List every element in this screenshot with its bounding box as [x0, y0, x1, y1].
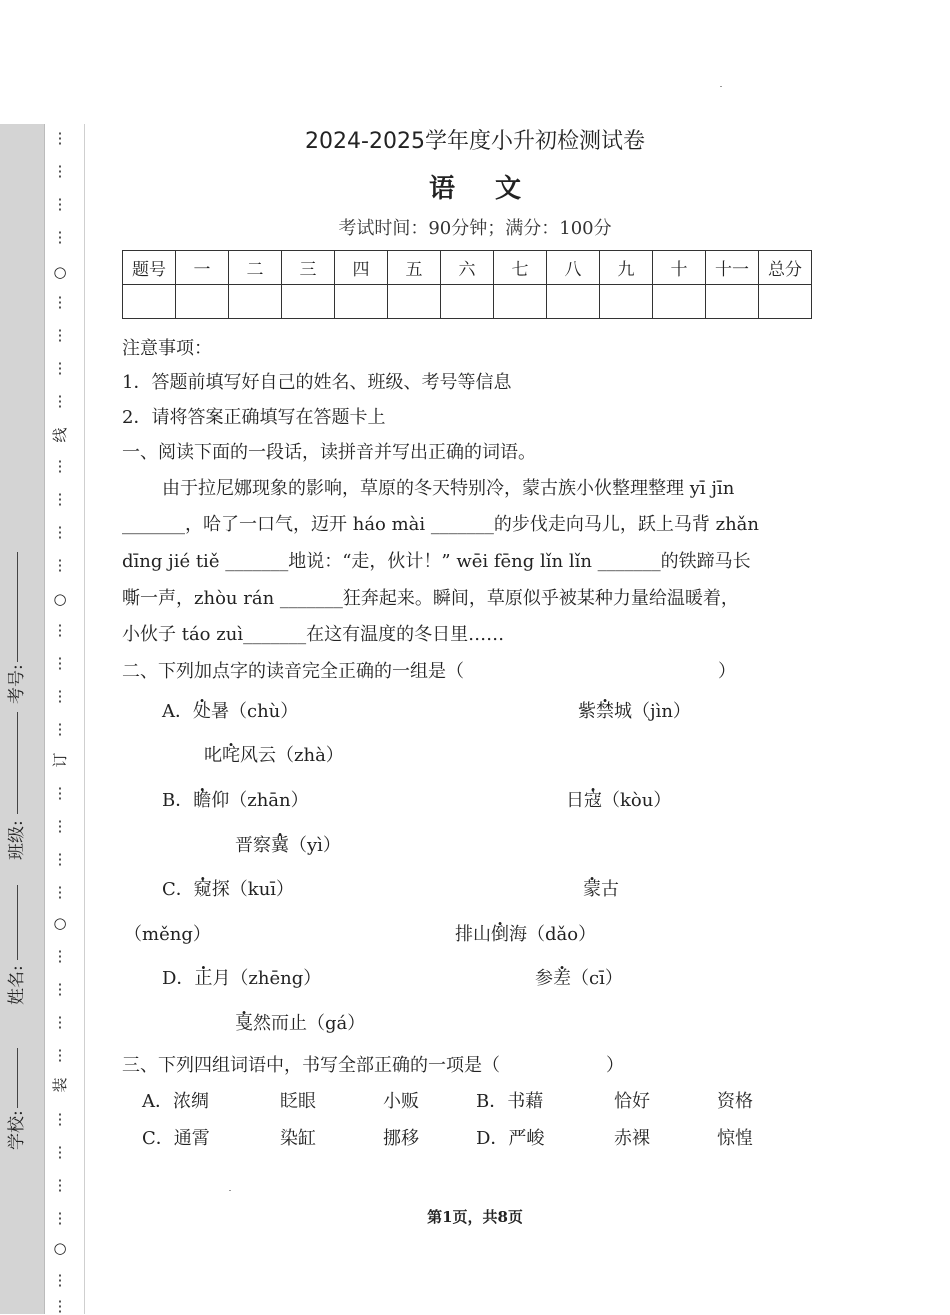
- score-table-blank-cell: [706, 285, 759, 319]
- side-school-blank: [17, 1048, 18, 1108]
- binding-dots-icon: ⋮: [52, 359, 68, 377]
- binding-dots-icon: ⋮: [52, 490, 68, 508]
- q2-option-a-3: 叱咤风云（zhà）: [204, 745, 344, 766]
- binding-dots-icon: ⋮: [52, 1046, 68, 1064]
- side-exam-no: 考号:: [7, 664, 27, 704]
- page-footer: 第1页，共8页: [427, 1208, 523, 1226]
- q3-option-a-word: 眨眼: [280, 1091, 316, 1112]
- binding-dots-icon: ⋮: [52, 1271, 68, 1289]
- q2-option-d-3: 戛然而止（gá）: [235, 1013, 366, 1034]
- binding-label-zhuang: 装: [51, 1077, 69, 1093]
- binding-dots-icon: ⋮: [52, 1209, 68, 1227]
- binding-dots-icon: ⋮: [52, 162, 68, 180]
- binding-dots-icon: ⋮: [52, 980, 68, 998]
- score-table-header-cell: 十: [653, 251, 706, 285]
- binding-dots-icon: ⋮: [52, 817, 68, 835]
- q3-option-c-word: C．通霄: [142, 1128, 210, 1149]
- q2-title-end: ）: [718, 661, 736, 682]
- q1-passage-line: 嘶一声，zhòu rán _______狂奔起来。瞬间，草原似乎被某种力量给温暖着，: [122, 588, 739, 609]
- q2-option-c-3: 排山倒海（dǎo）: [455, 924, 597, 945]
- binding-dots-icon: ⋮: [52, 1143, 68, 1161]
- q2-option-d-1: D．正月（zhēng）: [162, 968, 322, 989]
- binding-dots-icon: ⋮: [52, 654, 68, 672]
- side-class-blank: [17, 712, 18, 814]
- binding-line: [84, 124, 85, 1314]
- exam-info: 考试时间：90分钟；满分：100分: [338, 218, 612, 239]
- q3-option-a-word: 小贩: [383, 1091, 419, 1112]
- score-table-header-cell: 总分: [759, 251, 812, 285]
- q1-passage-line: 由于拉尼娜现象的影响，草原的冬天特别冷，蒙古族小伙整理整理 yī jīn: [162, 478, 735, 499]
- side-class: 班级:: [7, 820, 27, 860]
- q1-passage-line: _______，哈了一口气，迈开 háo mài _______的步伐走向马儿，跃上马背 zhǎn: [122, 514, 760, 535]
- binding-dots-icon: ⋮: [52, 195, 68, 213]
- score-table-blank-cell: [229, 285, 282, 319]
- binding-dots-icon: ⋮: [52, 850, 68, 868]
- score-table-blank-cell: [653, 285, 706, 319]
- side-name-blank: [17, 885, 18, 960]
- q3-option-c-word: 挪移: [383, 1128, 419, 1149]
- q3-option-b-word: 资格: [717, 1091, 753, 1112]
- score-table-blank-cell: [388, 285, 441, 319]
- q2-option-c-2-reading: （měng）: [124, 924, 211, 945]
- score-table-blank-cell: [759, 285, 812, 319]
- q1-passage-line: 小伙子 táo zuì_______在这有温度的冬日里……: [122, 624, 505, 645]
- score-table-header-cell: 四: [335, 251, 388, 285]
- q2-option-b-2: 日寇（kòu）: [566, 790, 672, 811]
- subject-title: 语文: [428, 174, 561, 204]
- q3-option-a-word: A．浓绸: [142, 1091, 209, 1112]
- side-name: 姓名:: [7, 965, 27, 1005]
- score-table-blank-cell: [547, 285, 600, 319]
- binding-dots-icon: ⋮: [52, 228, 68, 246]
- binding-dots-icon: ⋮: [52, 947, 68, 965]
- score-table-header-cell: 五: [388, 251, 441, 285]
- q2-title: 二、下列加点字的读音完全正确的一组是（: [122, 661, 464, 682]
- score-table-blank-cell: [335, 285, 388, 319]
- score-table-blank-cell: [123, 285, 176, 319]
- q1-title: 一、阅读下面的一段话，读拼音并写出正确的词语。: [122, 442, 536, 463]
- binding-dots-icon: ⋮: [52, 883, 68, 901]
- score-table-blank-cell: [282, 285, 335, 319]
- q3-option-d-word: 赤裸: [614, 1128, 650, 1149]
- q2-option-b-1: B．瞻仰（zhān）: [162, 790, 309, 811]
- binding-label-ding: 订: [51, 752, 69, 768]
- binding-dots-icon: ⋮: [52, 392, 68, 410]
- q2-option-b-3: 晋察冀（yì）: [235, 835, 341, 856]
- binding-dots-icon: ⋮: [52, 556, 68, 574]
- q2-option-c-2: 蒙古: [583, 879, 619, 900]
- score-table: [122, 250, 812, 319]
- q2-option-a-2: 紫禁城（jìn）: [578, 701, 691, 722]
- binding-dots-icon: ⋮: [52, 129, 68, 147]
- binding-dots-icon: ⋮: [52, 1110, 68, 1128]
- binding-dots-icon: ⋮: [52, 1013, 68, 1031]
- binding-dots-icon: ⋮: [52, 457, 68, 475]
- score-table-blank-cell: [441, 285, 494, 319]
- q3-title: 三、下列四组词语中，书写全部正确的一项是（: [122, 1055, 500, 1076]
- binding-dots-icon: ⋮: [52, 621, 68, 639]
- score-table-header-cell: 十一: [706, 251, 759, 285]
- binding-circle-icon: ○: [53, 590, 67, 608]
- q1-passage-line: dīng jié tiě _______地说：“走，伙计！” wēi fēng lǐn lǐn _______的铁蹄马长: [122, 551, 751, 572]
- binding-label-xian: 线: [51, 427, 69, 443]
- binding-dots-icon: ⋮: [52, 326, 68, 344]
- score-table-header-cell: 三: [282, 251, 335, 285]
- q2-option-a-1: A．处暑（chù）: [162, 701, 299, 722]
- score-table-blank-cell: [494, 285, 547, 319]
- notes-item: 1．答题前填写好自己的姓名、班级、考号等信息: [122, 372, 512, 393]
- binding-dots-icon: ⋮: [52, 784, 68, 802]
- speck: [229, 1190, 231, 1191]
- score-table-header-row: [123, 251, 812, 285]
- score-table-header-cell: 一: [176, 251, 229, 285]
- q3-option-d-word: D．严峻: [476, 1128, 545, 1149]
- binding-dots-icon: ⋮: [52, 523, 68, 541]
- notes-item: 2．请将答案正确填写在答题卡上: [122, 407, 386, 428]
- score-table-blank-row: [123, 285, 812, 319]
- binding-dots-icon: ⋮: [52, 293, 68, 311]
- speck: [720, 86, 722, 87]
- score-table-header-cell: 七: [494, 251, 547, 285]
- binding-dot-column: [50, 130, 70, 1314]
- q3-option-b-word: 恰好: [614, 1091, 650, 1112]
- q3-option-d-word: 惊惶: [717, 1128, 753, 1149]
- score-table-header-cell: 九: [600, 251, 653, 285]
- exam-title: 2024-2025学年度小升初检测试卷: [305, 129, 645, 154]
- notes-heading: 注意事项：: [122, 338, 212, 359]
- q2-option-d-2: 参差（cī）: [535, 968, 623, 989]
- binding-circle-icon: ○: [53, 1239, 67, 1257]
- binding-circle-icon: ○: [53, 914, 67, 932]
- binding-dots-icon: ⋮: [52, 720, 68, 738]
- binding-dots-icon: ⋮: [52, 1297, 68, 1315]
- binding-dots-icon: ⋮: [52, 1176, 68, 1194]
- score-table-header-cell: 二: [229, 251, 282, 285]
- score-table-header-cell: 八: [547, 251, 600, 285]
- binding-circle-icon: ○: [53, 263, 67, 281]
- side-exam-no-blank: [17, 552, 18, 662]
- score-table-blank-cell: [176, 285, 229, 319]
- score-table-header-cell: 六: [441, 251, 494, 285]
- side-school: 学校:: [7, 1110, 27, 1150]
- q3-option-b-word: B．书藉: [476, 1091, 544, 1112]
- score-table-blank-cell: [600, 285, 653, 319]
- q3-option-c-word: 染缸: [280, 1128, 316, 1149]
- score-table-header-cell: 题号: [123, 251, 176, 285]
- binding-dots-icon: ⋮: [52, 687, 68, 705]
- q3-title-end: ）: [606, 1055, 624, 1076]
- q2-option-c-1: C．窥探（kuī）: [162, 879, 295, 900]
